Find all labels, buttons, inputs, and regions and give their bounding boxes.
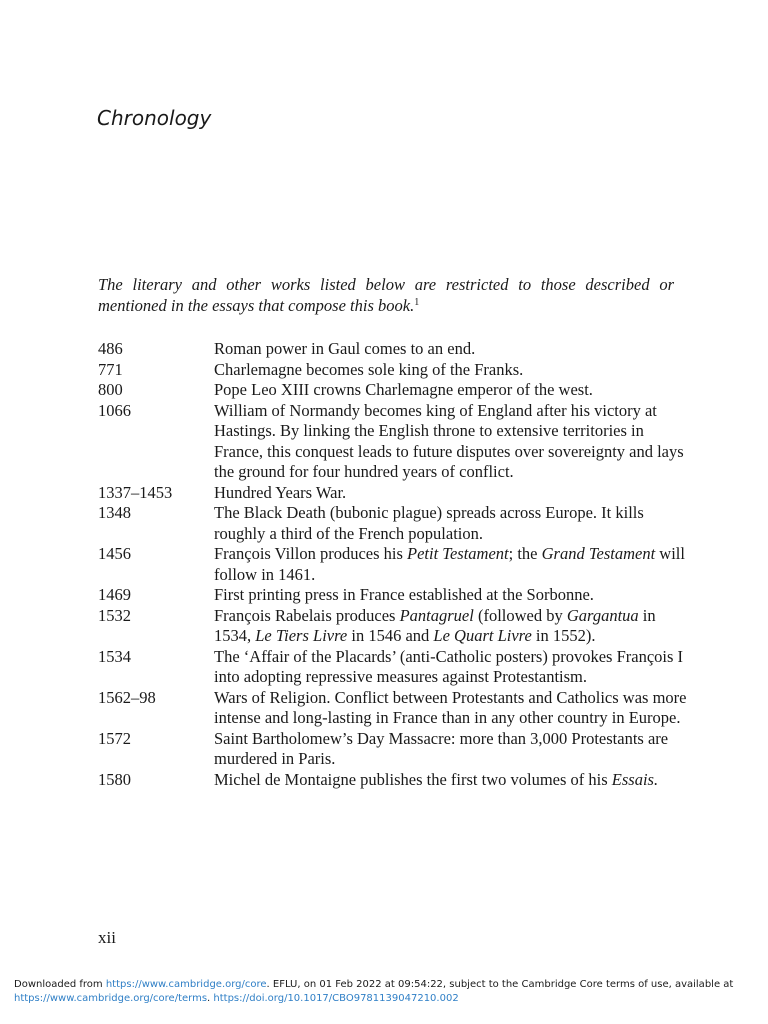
entry-event bbox=[214, 585, 688, 606]
chronology-entry bbox=[98, 339, 688, 360]
entry-event bbox=[214, 483, 688, 504]
chronology-entry bbox=[98, 483, 688, 504]
work-title: Grand Testament bbox=[541, 544, 656, 563]
entry-year: 1562–98 bbox=[98, 687, 156, 707]
chronology-entry bbox=[98, 647, 688, 688]
chronology-entry bbox=[98, 401, 688, 483]
event-text: ; the bbox=[508, 544, 542, 563]
work-title: Le Quart Livre bbox=[433, 626, 532, 645]
entry-year: 1572 bbox=[98, 728, 131, 748]
chronology-entry bbox=[98, 544, 688, 585]
event-text: (followed by bbox=[473, 605, 567, 625]
entry-year: 1534 bbox=[98, 646, 131, 666]
event-text: in 1534, bbox=[214, 605, 656, 645]
entry-event bbox=[214, 647, 688, 688]
event-text: in 1546 and bbox=[347, 626, 434, 645]
chronology-entry bbox=[98, 688, 688, 729]
entry-event bbox=[214, 688, 688, 729]
entry-year: 486 bbox=[98, 339, 123, 358]
event-text: Michel de Montaigne publishes the first two volumes of his bbox=[214, 769, 612, 789]
entry-year: 1066 bbox=[98, 400, 131, 420]
event-text: Pope Leo XIII crowns Charlemagne emperor of the west. bbox=[214, 380, 593, 399]
event-text: First printing press in France established at the Sorbonne. bbox=[214, 585, 594, 604]
chronology-entry bbox=[98, 729, 688, 770]
footer-middle: . EFLU, on 01 Feb 2022 at 09:54:22, subject to the Cambridge Core terms of use, available at bbox=[266, 979, 734, 990]
footer-prefix: Downloaded from bbox=[14, 979, 106, 990]
entry-event bbox=[214, 606, 688, 647]
event-text: Hundred Years War. bbox=[214, 482, 347, 502]
event-text: Saint Bartholomew’s Day Massacre: more than 3,000 Protestants are murdered in Paris. bbox=[214, 728, 669, 768]
event-text: Roman power in Gaul comes to an end. bbox=[214, 339, 476, 358]
event-text: Charlemagne becomes sole king of the Franks. bbox=[214, 359, 524, 379]
entry-year: 800 bbox=[98, 380, 123, 399]
event-text: Wars of Religion. Conflict between Protestants and Catholics was more intense and long-lasting in France than in any other country in Europe. bbox=[214, 687, 687, 727]
terms-link[interactable]: https://www.cambridge.org/core/terms bbox=[14, 992, 208, 1004]
download-footer bbox=[14, 978, 754, 1005]
event-text: François Rabelais produces bbox=[214, 605, 400, 625]
event-text: The ‘Affair of the Placards’ (anti-Catholic posters) provokes François I into adopting repressive measures against Protestantism. bbox=[214, 646, 684, 686]
entry-event bbox=[214, 729, 688, 770]
event-text: William of Normandy becomes king of England after his victory at Hastings. By linking the English throne to extensive territories in France, this conquest leads to future disputes over sovereignty and lays the ground for four hundred years of conflict. bbox=[214, 400, 684, 481]
entry-year: 771 bbox=[98, 359, 123, 379]
chronology-entry bbox=[98, 503, 688, 544]
chronology-entry bbox=[98, 770, 688, 791]
entry-year: 1580 bbox=[98, 769, 131, 789]
entry-year: 1469 bbox=[98, 585, 131, 604]
entry-year: 1348 bbox=[98, 503, 131, 522]
page-number: xii bbox=[98, 928, 116, 947]
footnote-marker[interactable]: 1 bbox=[414, 296, 420, 308]
entry-event bbox=[214, 770, 688, 791]
event-text: The Black Death (bubonic plague) spreads across Europe. It kills roughly a third of the French population. bbox=[214, 503, 644, 543]
entry-year: 1532 bbox=[98, 605, 131, 625]
chapter-title: Chronology bbox=[97, 106, 212, 130]
work-title: Petit Testament bbox=[407, 544, 509, 563]
chronology-entry bbox=[98, 606, 688, 647]
entry-year: 1456 bbox=[98, 544, 131, 563]
event-text: François Villon produces his bbox=[214, 544, 408, 563]
chronology-entry bbox=[98, 360, 688, 381]
intro-paragraph bbox=[98, 275, 674, 316]
entry-event bbox=[214, 380, 688, 401]
work-title: Le Tiers Livre bbox=[255, 626, 348, 645]
footer-separator: . bbox=[207, 992, 214, 1004]
entry-event bbox=[214, 544, 688, 585]
doi-link[interactable]: https://doi.org/10.1017/CBO9781139047210.002 bbox=[213, 992, 459, 1004]
entry-event bbox=[214, 360, 688, 381]
work-title: Essais. bbox=[611, 769, 659, 789]
core-link[interactable]: https://www.cambridge.org/core bbox=[105, 979, 267, 990]
work-title: Gargantua bbox=[566, 605, 639, 625]
work-title: Pantagruel bbox=[399, 605, 474, 625]
intro-text: The literary and other works listed below are restricted to those described or mentioned in the essays that compose this book. bbox=[98, 275, 674, 315]
entry-event bbox=[214, 339, 688, 360]
event-text: in 1552). bbox=[531, 626, 596, 645]
entry-event bbox=[214, 503, 688, 544]
chronology-entry bbox=[98, 585, 688, 606]
entry-event bbox=[214, 401, 688, 483]
chronology-list bbox=[98, 339, 688, 790]
chronology-entry bbox=[98, 380, 688, 401]
entry-year: 1337–1453 bbox=[98, 482, 173, 502]
event-text: will follow in 1461. bbox=[214, 544, 685, 584]
